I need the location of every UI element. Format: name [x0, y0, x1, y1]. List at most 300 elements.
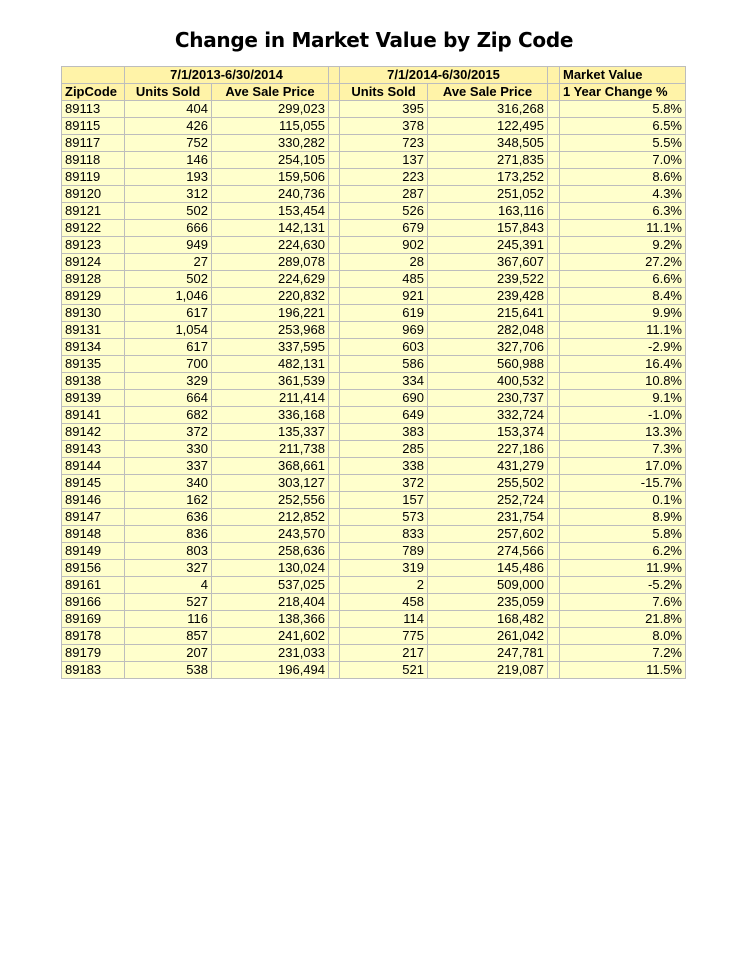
units-sold-1-cell: 752: [125, 135, 212, 152]
gap-cell: [329, 509, 340, 526]
zipcode-cell: 89143: [62, 441, 125, 458]
ave-sale-price-2-cell: 431,279: [428, 458, 548, 475]
gap-cell: [548, 220, 560, 237]
gap-cell: [548, 135, 560, 152]
gap-cell: [548, 560, 560, 577]
year-change-cell: 9.1%: [560, 390, 686, 407]
gap-cell: [329, 407, 340, 424]
units-sold-1-cell: 327: [125, 560, 212, 577]
ave-sale-price-2-cell: 282,048: [428, 322, 548, 339]
ave-sale-price-2-cell: 122,495: [428, 118, 548, 135]
ave-sale-price-2-cell: 153,374: [428, 424, 548, 441]
year-change-cell: 10.8%: [560, 373, 686, 390]
ave-sale-price-1-cell: 196,494: [212, 662, 329, 679]
zipcode-cell: 89129: [62, 288, 125, 305]
ave-sale-price-2-cell: 230,737: [428, 390, 548, 407]
period1-header: 7/1/2013-6/30/2014: [125, 67, 329, 84]
units-sold-2-cell: 223: [340, 169, 428, 186]
units-sold-1-cell: 372: [125, 424, 212, 441]
gap-cell: [329, 152, 340, 169]
units-sold-2-cell: 137: [340, 152, 428, 169]
gap-cell: [548, 577, 560, 594]
zipcode-cell: 89142: [62, 424, 125, 441]
gap-cell: [329, 67, 340, 84]
gap-cell: [329, 135, 340, 152]
ave-sale-price-2-cell: 231,754: [428, 509, 548, 526]
ave-sale-price-1-cell: 241,602: [212, 628, 329, 645]
year-change-cell: 0.1%: [560, 492, 686, 509]
units-sold-2-cell: 378: [340, 118, 428, 135]
units-sold-1-cell: 949: [125, 237, 212, 254]
gap-cell: [548, 611, 560, 628]
zipcode-cell: 89179: [62, 645, 125, 662]
ave-sale-price-1-cell: 142,131: [212, 220, 329, 237]
units-sold-2-cell: 649: [340, 407, 428, 424]
gap-cell: [329, 390, 340, 407]
ave-sale-price-1-cell: 289,078: [212, 254, 329, 271]
ave-sale-price-1-cell: 159,506: [212, 169, 329, 186]
table-row: [62, 543, 686, 560]
gap-cell: [548, 458, 560, 475]
units-sold-2-cell: 485: [340, 271, 428, 288]
year-change-cell: 11.1%: [560, 220, 686, 237]
ave-sale-price-1-cell: 153,454: [212, 203, 329, 220]
zipcode-cell: 89135: [62, 356, 125, 373]
gap-cell: [329, 560, 340, 577]
year-change-cell: 8.9%: [560, 509, 686, 526]
year-change-cell: 27.2%: [560, 254, 686, 271]
ave-sale-price-1-cell: 224,630: [212, 237, 329, 254]
ave-sale-price-1-cell: 330,282: [212, 135, 329, 152]
year-change-cell: 16.4%: [560, 356, 686, 373]
units-sold-1-cell: 617: [125, 305, 212, 322]
ave-sale-price-2-cell: 239,428: [428, 288, 548, 305]
zipcode-cell: 89146: [62, 492, 125, 509]
zipcode-cell: 89166: [62, 594, 125, 611]
zipcode-cell: 89130: [62, 305, 125, 322]
units-sold-1-cell: 193: [125, 169, 212, 186]
ave-sale-price-2-cell: 274,566: [428, 543, 548, 560]
units-sold-2-cell: 586: [340, 356, 428, 373]
gap-cell: [548, 305, 560, 322]
table-row: [62, 526, 686, 543]
gap-cell: [548, 662, 560, 679]
gap-cell: [548, 543, 560, 560]
units-sold-2-cell: 395: [340, 101, 428, 118]
gap-cell: [329, 118, 340, 135]
table-row: [62, 101, 686, 118]
year-change-cell: -1.0%: [560, 407, 686, 424]
ave-sale-price-1-cell: 303,127: [212, 475, 329, 492]
ave-sale-price-2-cell: 257,602: [428, 526, 548, 543]
table-row: [62, 271, 686, 288]
gap-cell: [329, 475, 340, 492]
zipcode-cell: 89119: [62, 169, 125, 186]
gap-cell: [548, 288, 560, 305]
ave-sale-price-2-cell: 157,843: [428, 220, 548, 237]
gap-cell: [548, 339, 560, 356]
gap-cell: [548, 254, 560, 271]
ave-sale-price-1-cell: 368,661: [212, 458, 329, 475]
units-sold-2-cell: 679: [340, 220, 428, 237]
table-row: [62, 305, 686, 322]
units-sold-2-cell: 603: [340, 339, 428, 356]
units-sold-1-cell: 682: [125, 407, 212, 424]
period-header-row: [62, 67, 686, 84]
units-sold-2-cell: 521: [340, 662, 428, 679]
units-sold-1-cell: 404: [125, 101, 212, 118]
table-row: [62, 288, 686, 305]
units-sold-2-cell: 921: [340, 288, 428, 305]
table-row: [62, 220, 686, 237]
zipcode-cell: 89147: [62, 509, 125, 526]
table-row: [62, 611, 686, 628]
zipcode-cell: 89169: [62, 611, 125, 628]
ave-sale-price-2-cell: 327,706: [428, 339, 548, 356]
gap-cell: [548, 152, 560, 169]
table-row: [62, 424, 686, 441]
units-sold-1-cell: 1,054: [125, 322, 212, 339]
period2-header: 7/1/2014-6/30/2015: [340, 67, 548, 84]
year-change-cell: 6.2%: [560, 543, 686, 560]
year-change-cell: 9.2%: [560, 237, 686, 254]
units-sold-2-cell: 383: [340, 424, 428, 441]
units-sold-2-cell: 458: [340, 594, 428, 611]
table-row: [62, 628, 686, 645]
zipcode-cell: 89161: [62, 577, 125, 594]
year-change-cell: 7.3%: [560, 441, 686, 458]
zipcode-cell: 89149: [62, 543, 125, 560]
units-sold-1-cell: 527: [125, 594, 212, 611]
units-sold-2-cell: 2: [340, 577, 428, 594]
ave-sale-price-2-cell: 367,607: [428, 254, 548, 271]
gap-cell: [329, 305, 340, 322]
year-change-cell: 5.8%: [560, 526, 686, 543]
ave-sale-price-1-cell: 212,852: [212, 509, 329, 526]
table-row: [62, 135, 686, 152]
gap-cell: [548, 628, 560, 645]
ave-sale-price-1-cell: 252,556: [212, 492, 329, 509]
gap-cell: [329, 611, 340, 628]
year-change-cell: 8.4%: [560, 288, 686, 305]
year-change-cell: 7.2%: [560, 645, 686, 662]
ave-sale-price-2-cell: 145,486: [428, 560, 548, 577]
ave-sale-price-1-cell: 482,131: [212, 356, 329, 373]
ave-sale-price-1-cell: 361,539: [212, 373, 329, 390]
year-change-cell: 13.3%: [560, 424, 686, 441]
ave-sale-price-2-cell: 348,505: [428, 135, 548, 152]
gap-cell: [548, 441, 560, 458]
gap-cell: [329, 220, 340, 237]
zipcode-cell: 89138: [62, 373, 125, 390]
zipcode-cell: 89131: [62, 322, 125, 339]
zipcode-cell: 89178: [62, 628, 125, 645]
ave-sale-price-2-cell: 251,052: [428, 186, 548, 203]
gap-cell: [329, 424, 340, 441]
gap-cell: [548, 67, 560, 84]
units-sold-2-cell: 114: [340, 611, 428, 628]
ave-sale-price-1-cell: 243,570: [212, 526, 329, 543]
gap-cell: [548, 356, 560, 373]
zipcode-cell: 89122: [62, 220, 125, 237]
ave-sale-price-1-cell: 220,832: [212, 288, 329, 305]
ave-sale-price-2-cell: 168,482: [428, 611, 548, 628]
ave-sale-price-2-cell: 252,724: [428, 492, 548, 509]
table-row: [62, 322, 686, 339]
units-sold-1-cell: 329: [125, 373, 212, 390]
units-sold-2-cell: 338: [340, 458, 428, 475]
units-sold-2-cell: 526: [340, 203, 428, 220]
year-change-cell: 4.3%: [560, 186, 686, 203]
gap-cell: [548, 492, 560, 509]
gap-cell: [548, 424, 560, 441]
ave-sale-price-1-cell: 537,025: [212, 577, 329, 594]
table-row: [62, 118, 686, 135]
table-row: [62, 254, 686, 271]
zipcode-cell: 89183: [62, 662, 125, 679]
units-sold-2-cell: 372: [340, 475, 428, 492]
gap-cell: [329, 203, 340, 220]
market-value-table: [61, 66, 686, 679]
ave-sale-price-2-cell: 247,781: [428, 645, 548, 662]
units-sold-2-cell: 334: [340, 373, 428, 390]
table-row: [62, 373, 686, 390]
ave-sale-price-2-cell: 239,522: [428, 271, 548, 288]
units-sold-2-cell: 319: [340, 560, 428, 577]
market-value-header: Market Value: [560, 67, 686, 84]
table-row: [62, 407, 686, 424]
ave-sale-price-1-cell: 138,366: [212, 611, 329, 628]
gap-cell: [548, 101, 560, 118]
units-sold-2-cell: 287: [340, 186, 428, 203]
units-sold-2-cell: 157: [340, 492, 428, 509]
ave-sale-price-1-cell: 115,055: [212, 118, 329, 135]
year-change-cell: 5.5%: [560, 135, 686, 152]
ave-sale-price-1-cell: 299,023: [212, 101, 329, 118]
gap-cell: [548, 271, 560, 288]
units-sold-2-cell: 690: [340, 390, 428, 407]
gap-cell: [548, 407, 560, 424]
units-sold-2-cell: 775: [340, 628, 428, 645]
units-sold-1-cell: 312: [125, 186, 212, 203]
table-row: [62, 339, 686, 356]
gap-cell: [548, 237, 560, 254]
year-change-cell: 11.5%: [560, 662, 686, 679]
gap-cell: [548, 118, 560, 135]
ave-sale-price-1-cell: 258,636: [212, 543, 329, 560]
gap-cell: [548, 373, 560, 390]
gap-cell: [329, 577, 340, 594]
table-row: [62, 390, 686, 407]
zipcode-cell: 89120: [62, 186, 125, 203]
gap-cell: [329, 254, 340, 271]
gap-cell: [329, 169, 340, 186]
ave-sale-price-1-cell: 337,595: [212, 339, 329, 356]
year-change-cell: 6.6%: [560, 271, 686, 288]
zipcode-cell: 89113: [62, 101, 125, 118]
units-sold-1-cell: 337: [125, 458, 212, 475]
gap-cell: [329, 84, 340, 101]
units-sold-2-cell: 619: [340, 305, 428, 322]
units-sold-1-cell: 116: [125, 611, 212, 628]
table-row: [62, 594, 686, 611]
ave-sale-price-2-cell: 400,532: [428, 373, 548, 390]
zipcode-cell: 89115: [62, 118, 125, 135]
gap-cell: [329, 356, 340, 373]
year-change-cell: 21.8%: [560, 611, 686, 628]
gap-cell: [329, 662, 340, 679]
ave-sale-price-1-cell: 218,404: [212, 594, 329, 611]
units-sold-2-cell: 217: [340, 645, 428, 662]
units-sold-2-cell: 789: [340, 543, 428, 560]
gap-cell: [548, 390, 560, 407]
zipcode-cell: 89121: [62, 203, 125, 220]
ave-sale-price-1-cell: 135,337: [212, 424, 329, 441]
gap-cell: [329, 628, 340, 645]
gap-cell: [329, 594, 340, 611]
year-change-cell: 8.0%: [560, 628, 686, 645]
units-sold-1-cell: 803: [125, 543, 212, 560]
ave-sale-price-2-column-header: Ave Sale Price: [428, 84, 548, 101]
units-sold-2-cell: 723: [340, 135, 428, 152]
year-change-cell: 6.3%: [560, 203, 686, 220]
units-sold-1-cell: 162: [125, 492, 212, 509]
zipcode-cell: 89123: [62, 237, 125, 254]
zipcode-cell: 89117: [62, 135, 125, 152]
ave-sale-price-1-cell: 336,168: [212, 407, 329, 424]
zipcode-cell: 89139: [62, 390, 125, 407]
gap-cell: [329, 645, 340, 662]
gap-cell: [329, 101, 340, 118]
zipcode-cell: 89134: [62, 339, 125, 356]
zipcode-cell: 89148: [62, 526, 125, 543]
table-row: [62, 356, 686, 373]
units-sold-1-cell: 27: [125, 254, 212, 271]
gap-cell: [329, 271, 340, 288]
ave-sale-price-2-cell: 235,059: [428, 594, 548, 611]
units-sold-1-cell: 666: [125, 220, 212, 237]
units-sold-2-cell: 573: [340, 509, 428, 526]
gap-cell: [329, 373, 340, 390]
gap-cell: [548, 526, 560, 543]
units-sold-2-cell: 833: [340, 526, 428, 543]
table-row: [62, 560, 686, 577]
units-sold-2-cell: 902: [340, 237, 428, 254]
year-change-cell: 5.8%: [560, 101, 686, 118]
zipcode-column-header: ZipCode: [62, 84, 125, 101]
ave-sale-price-1-cell: 254,105: [212, 152, 329, 169]
page-title: Change in Market Value by Zip Code: [174, 28, 574, 52]
units-sold-1-cell: 502: [125, 271, 212, 288]
ave-sale-price-1-cell: 224,629: [212, 271, 329, 288]
units-sold-1-cell: 700: [125, 356, 212, 373]
ave-sale-price-2-cell: 261,042: [428, 628, 548, 645]
table-row: [62, 475, 686, 492]
units-sold-1-cell: 836: [125, 526, 212, 543]
units-sold-1-cell: 340: [125, 475, 212, 492]
units-sold-2-cell: 28: [340, 254, 428, 271]
units-sold-1-cell: 146: [125, 152, 212, 169]
year-change-cell: 8.6%: [560, 169, 686, 186]
ave-sale-price-2-cell: 215,641: [428, 305, 548, 322]
ave-sale-price-1-cell: 130,024: [212, 560, 329, 577]
gap-cell: [329, 492, 340, 509]
table-row: [62, 577, 686, 594]
gap-cell: [548, 84, 560, 101]
table-row: [62, 662, 686, 679]
units-sold-1-cell: 207: [125, 645, 212, 662]
table-row: [62, 458, 686, 475]
ave-sale-price-2-cell: 332,724: [428, 407, 548, 424]
ave-sale-price-2-cell: 245,391: [428, 237, 548, 254]
table-row: [62, 169, 686, 186]
year-change-cell: 7.6%: [560, 594, 686, 611]
gap-cell: [329, 322, 340, 339]
ave-sale-price-2-cell: 173,252: [428, 169, 548, 186]
gap-cell: [548, 475, 560, 492]
gap-cell: [548, 509, 560, 526]
year-change-cell: -2.9%: [560, 339, 686, 356]
year-change-column-header: 1 Year Change %: [560, 84, 686, 101]
gap-cell: [548, 594, 560, 611]
ave-sale-price-1-column-header: Ave Sale Price: [212, 84, 329, 101]
header-blank-cell: [62, 67, 125, 84]
column-header-row: [62, 84, 686, 101]
units-sold-1-cell: 664: [125, 390, 212, 407]
units-sold-1-cell: 538: [125, 662, 212, 679]
gap-cell: [329, 237, 340, 254]
ave-sale-price-2-cell: 255,502: [428, 475, 548, 492]
ave-sale-price-2-cell: 227,186: [428, 441, 548, 458]
zipcode-cell: 89145: [62, 475, 125, 492]
table-row: [62, 509, 686, 526]
zipcode-cell: 89118: [62, 152, 125, 169]
units-sold-1-column-header: Units Sold: [125, 84, 212, 101]
units-sold-1-cell: 4: [125, 577, 212, 594]
zipcode-cell: 89144: [62, 458, 125, 475]
year-change-cell: -5.2%: [560, 577, 686, 594]
year-change-cell: 11.1%: [560, 322, 686, 339]
year-change-cell: 9.9%: [560, 305, 686, 322]
ave-sale-price-1-cell: 240,736: [212, 186, 329, 203]
table-row: [62, 152, 686, 169]
ave-sale-price-2-cell: 163,116: [428, 203, 548, 220]
gap-cell: [329, 186, 340, 203]
table-row: [62, 645, 686, 662]
zipcode-cell: 89124: [62, 254, 125, 271]
units-sold-1-cell: 330: [125, 441, 212, 458]
year-change-cell: 7.0%: [560, 152, 686, 169]
gap-cell: [329, 441, 340, 458]
year-change-cell: 11.9%: [560, 560, 686, 577]
units-sold-1-cell: 857: [125, 628, 212, 645]
ave-sale-price-2-cell: 271,835: [428, 152, 548, 169]
table-row: [62, 441, 686, 458]
table-row: [62, 186, 686, 203]
zipcode-cell: 89128: [62, 271, 125, 288]
units-sold-1-cell: 502: [125, 203, 212, 220]
year-change-cell: -15.7%: [560, 475, 686, 492]
gap-cell: [329, 288, 340, 305]
units-sold-1-cell: 1,046: [125, 288, 212, 305]
ave-sale-price-2-cell: 560,988: [428, 356, 548, 373]
gap-cell: [548, 645, 560, 662]
gap-cell: [329, 543, 340, 560]
units-sold-2-cell: 285: [340, 441, 428, 458]
ave-sale-price-2-cell: 219,087: [428, 662, 548, 679]
gap-cell: [329, 458, 340, 475]
gap-cell: [548, 169, 560, 186]
